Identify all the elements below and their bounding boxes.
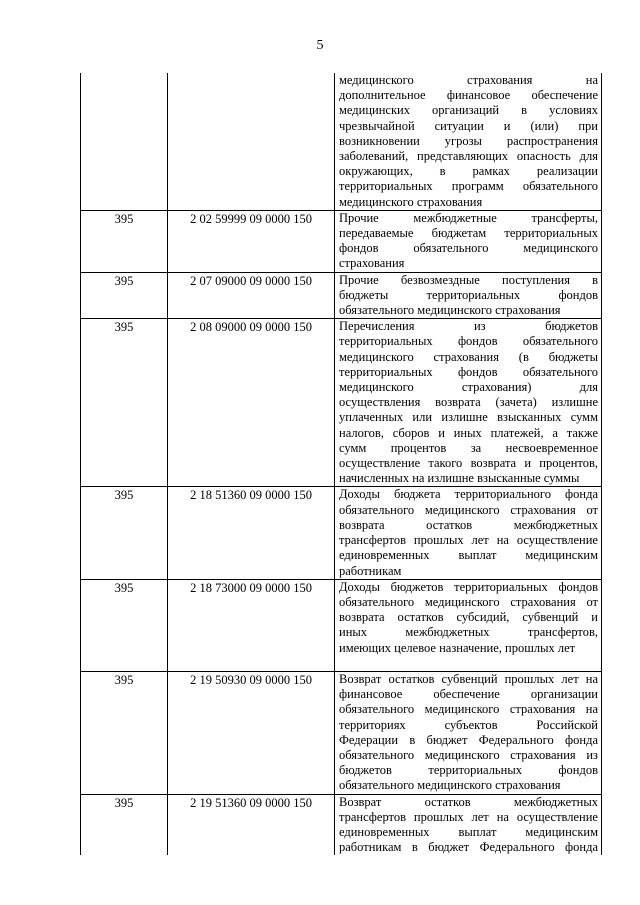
description-line: страхования: [339, 256, 405, 271]
budget-code-cell: [168, 73, 335, 210]
admin-code-cell: 395: [81, 272, 168, 319]
description-cell: [335, 210, 602, 272]
admin-code-cell: 395: [81, 487, 168, 579]
description-line: фондов обязательного медицинского: [339, 241, 598, 256]
description-line: чрезвычайной ситуации и (или) при: [339, 118, 598, 133]
description-line: Перечисления из бюджетов: [339, 319, 598, 334]
description-line: медицинского страхования) для: [339, 380, 598, 395]
description-line: обязательного медицинского страхования из: [339, 747, 598, 762]
description-line: дополнительное финансовое обеспечение: [339, 88, 598, 103]
budget-code-cell: 2 19 51360 09 0000 150: [168, 794, 335, 855]
table-row: [81, 319, 602, 487]
revenue-codes-table: [80, 73, 602, 855]
budget-code-cell: 2 18 51360 09 0000 150: [168, 487, 335, 579]
description-line: начисленных на излишне взысканные суммы: [339, 471, 580, 486]
description-line: иных межбюджетных трансфертов,: [339, 625, 598, 640]
description-line: окружающих, в рамках реализации: [339, 164, 598, 179]
description-line: медицинского страхования на: [339, 73, 598, 87]
budget-code-cell: 2 08 09000 09 0000 150: [168, 319, 335, 487]
description-line: Возврат остатков межбюджетных: [339, 794, 598, 809]
description-line: медицинских организаций в условиях: [339, 103, 598, 118]
description-line: Доходы бюджетов территориальных фондов: [339, 579, 598, 594]
description-line: возврата остатков межбюджетных: [339, 517, 598, 532]
description-line: бюджеты территориальных фондов: [339, 287, 598, 302]
admin-code-cell: 395: [81, 671, 168, 794]
description-line: заболеваний, представляющих опасность для: [339, 149, 598, 164]
table-row: [81, 487, 602, 579]
description-cell: [335, 671, 602, 794]
description-line: медицинского страхования (в бюджеты: [339, 349, 598, 364]
table-row: [81, 272, 602, 319]
description-line-spacer: [339, 656, 598, 671]
description-line: работникам: [339, 563, 402, 578]
description-line: трансфертов прошлых лет на осуществление: [339, 809, 598, 824]
admin-code-cell: 395: [81, 319, 168, 487]
description-line: трансфертов прошлых лет на осуществление: [339, 533, 598, 548]
admin-code-cell: [81, 73, 168, 210]
table-row: [81, 73, 602, 210]
description-line: Доходы бюджета территориального фонда: [339, 487, 598, 502]
description-line: территориальных программ обязательного: [339, 179, 598, 194]
description-line: работникам в бюджет Федерального фонда: [339, 840, 598, 855]
table-row: [81, 210, 602, 272]
description-line: обязательного медицинского страхования на: [339, 702, 598, 717]
table-row: [81, 579, 602, 671]
description-line: Прочие безвозмездные поступления в: [339, 272, 598, 287]
admin-code-cell: 395: [81, 210, 168, 272]
description-line: Федерации в бюджет Федерального фонда: [339, 732, 598, 747]
admin-code-cell: 395: [81, 794, 168, 855]
description-line: сумм процентов за несвоевременное: [339, 440, 598, 455]
budget-code-cell: 2 18 73000 09 0000 150: [168, 579, 335, 671]
description-line: единовременных выплат медицинским: [339, 824, 598, 839]
table-row: [81, 671, 602, 794]
description-line: территориях субъектов Российской: [339, 717, 598, 732]
description-line: обязательного медицинского страхования от: [339, 502, 598, 517]
budget-code-cell: 2 19 50930 09 0000 150: [168, 671, 335, 794]
description-cell: [335, 272, 602, 319]
budget-code-cell: 2 02 59999 09 0000 150: [168, 210, 335, 272]
description-line: медицинского страхования: [339, 194, 483, 209]
description-line: финансовое обеспечение организации: [339, 687, 598, 702]
description-line: обязательного медицинского страхования от: [339, 594, 598, 609]
description-line: возникновении угрозы распространения: [339, 133, 598, 148]
description-line: налогов, сборов и иных платежей, а также: [339, 425, 598, 440]
admin-code-cell: 395: [81, 579, 168, 671]
description-line: осуществления возврата (зачета) излишне: [339, 395, 598, 410]
description-line: Прочие межбюджетные трансферты,: [339, 210, 598, 225]
description-line: обязательного медицинского страхования: [339, 778, 561, 793]
description-line: бюджетов территориальных фондов: [339, 763, 598, 778]
table-row: [81, 794, 602, 855]
page-number: 5: [316, 38, 324, 53]
description-line: территориальных фондов обязательного: [339, 364, 598, 379]
description-cell: [335, 319, 602, 487]
description-cell: [335, 73, 602, 210]
budget-code-cell: 2 07 09000 09 0000 150: [168, 272, 335, 319]
description-line: обязательного медицинского страхования: [339, 303, 561, 318]
description-line: передаваемые бюджетам территориальных: [339, 226, 598, 241]
description-line: имеющих целевое назначение, прошлых лет: [339, 640, 576, 655]
description-line: осуществление такого возврата и процентов,: [339, 456, 598, 471]
description-line: уплаченных или излишне взысканных сумм: [339, 410, 598, 425]
description-cell: [335, 579, 602, 671]
description-line: Возврат остатков субвенций прошлых лет на: [339, 671, 598, 686]
description-line: единовременных выплат медицинским: [339, 548, 598, 563]
description-cell: [335, 794, 602, 855]
description-cell: [335, 487, 602, 579]
description-line: территориальных фондов обязательного: [339, 334, 598, 349]
description-line: возврата остатков субсидий, субвенций и: [339, 610, 598, 625]
